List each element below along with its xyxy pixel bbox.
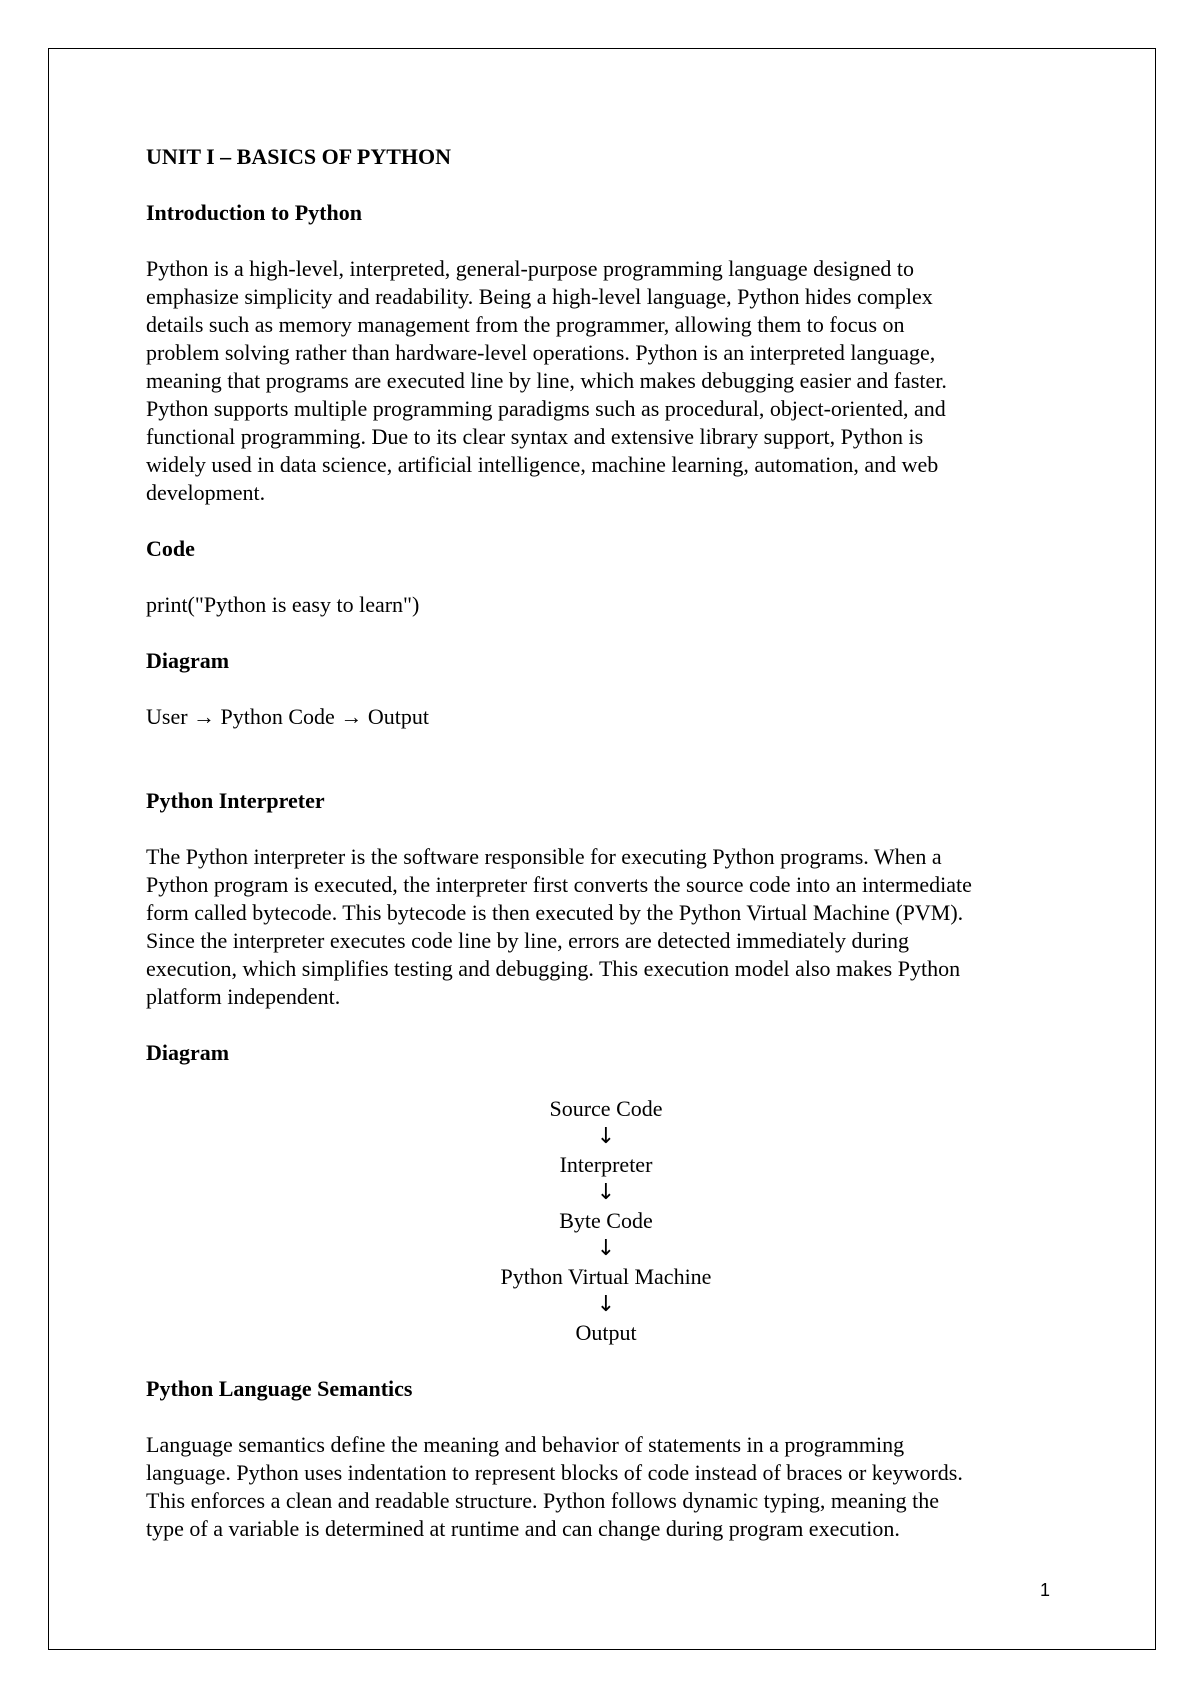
semantics-paragraph: [146, 1431, 1066, 1543]
paragraph-line: widely used in data science, artificial intelligence, machine learning, automation, and web: [146, 452, 939, 477]
paragraph-line: Python program is executed, the interpreter first converts the source code into an intermediate: [146, 872, 972, 897]
section-heading-interpreter: Python Interpreter: [146, 788, 325, 813]
paragraph-line: type of a variable is determined at runtime and can change during program execution.: [146, 1516, 900, 1541]
paragraph-line: problem solving rather than hardware-level operations. Python is an interpreted language,: [146, 340, 936, 365]
code-heading: Code: [146, 536, 195, 561]
code-example: print("Python is easy to learn"): [146, 592, 420, 617]
unit-title: UNIT I – BASICS OF PYTHON: [146, 144, 452, 169]
diagram-step: Output: [575, 1320, 637, 1345]
interpreter-flow-diagram: [146, 1095, 1066, 1347]
paragraph-line: language. Python uses indentation to represent blocks of code instead of braces or keywords.: [146, 1460, 963, 1485]
paragraph-line: development.: [146, 480, 266, 505]
paragraph-line: Python supports multiple programming paradigms such as procedural, object-oriented, and: [146, 396, 946, 421]
page-number: 1: [1040, 1580, 1051, 1600]
paragraph-line: This enforces a clean and readable structure. Python follows dynamic typing, meaning the: [146, 1488, 939, 1513]
paragraph-line: Python is a high-level, interpreted, general-purpose programming language designed to: [146, 256, 914, 281]
down-arrow-icon: ↓: [596, 1180, 616, 1205]
diagram-step: Interpreter: [559, 1152, 653, 1177]
paragraph-line: platform independent.: [146, 984, 341, 1009]
paragraph-line: meaning that programs are executed line by line, which makes debugging easier and faster.: [146, 368, 947, 393]
down-arrow-icon: ↓: [596, 1236, 616, 1261]
diagram-step: Byte Code: [559, 1208, 653, 1233]
diagram-step: Source Code: [549, 1096, 663, 1121]
paragraph-line: functional programming. Due to its clear syntax and extensive library support, Python is: [146, 424, 924, 449]
diagram-heading-intro: Diagram: [146, 648, 230, 673]
interpreter-paragraph: [146, 843, 1066, 1011]
intro-paragraph: [146, 255, 1066, 507]
paragraph-line: execution, which simplifies testing and debugging. This execution model also makes Python: [146, 956, 961, 981]
diagram-flow-intro: User → Python Code → Output: [146, 704, 429, 729]
diagram-heading-interpreter: Diagram: [146, 1040, 230, 1065]
paragraph-line: emphasize simplicity and readability. Being a high-level language, Python hides complex: [146, 284, 933, 309]
section-heading-semantics: Python Language Semantics: [146, 1376, 413, 1401]
down-arrow-icon: ↓: [596, 1292, 616, 1317]
paragraph-line: The Python interpreter is the software responsible for executing Python programs. When a: [146, 844, 942, 869]
document-content: [146, 143, 1066, 1543]
down-arrow-icon: ↓: [596, 1124, 616, 1149]
paragraph-line: form called bytecode. This bytecode is then executed by the Python Virtual Machine (PVM).: [146, 900, 964, 925]
paragraph-line: Language semantics define the meaning and behavior of statements in a programming: [146, 1432, 905, 1457]
section-heading-intro: Introduction to Python: [146, 200, 362, 225]
paragraph-line: details such as memory management from the programmer, allowing them to focus on: [146, 312, 905, 337]
diagram-step: Python Virtual Machine: [500, 1264, 712, 1289]
paragraph-line: Since the interpreter executes code line by line, errors are detected immediately during: [146, 928, 909, 953]
